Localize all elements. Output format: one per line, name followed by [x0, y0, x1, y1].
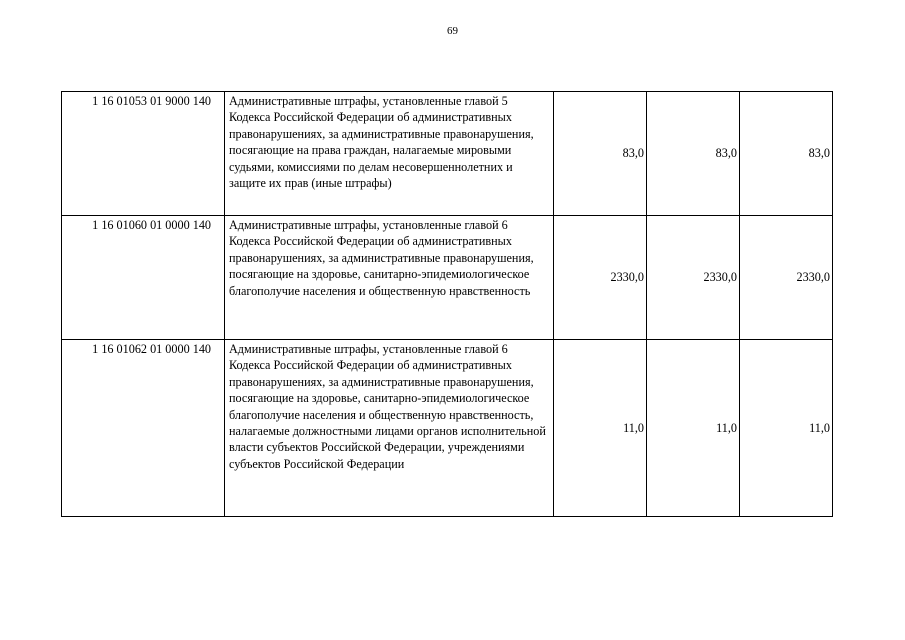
budget-classification-code: 1 16 01060 01 0000 140 [62, 216, 225, 340]
amount-year-3: 2330,0 [740, 216, 833, 340]
amount-year-2: 83,0 [647, 92, 740, 216]
budget-classification-code: 1 16 01062 01 0000 140 [62, 340, 225, 517]
table-row [62, 340, 833, 517]
amount-year-3: 11,0 [740, 340, 833, 517]
amount-year-1: 11,0 [554, 340, 647, 517]
amount-year-2: 11,0 [647, 340, 740, 517]
revenue-description: Административные штрафы, установленные главой 6 Кодекса Российской Федерации об административных правонарушениях, за административные правонарушения, посягающие на здоровье, санитарно-эпидемиологическое благополучие населения и общественную нравственность, налагаемые должностными лицами органов исполнительной власти субъектов Российской Федерации, учреждениями субъектов Российской Федерации [225, 340, 554, 517]
revenue-table [61, 91, 833, 517]
budget-classification-code: 1 16 01053 01 9000 140 [62, 92, 225, 216]
amount-year-3: 83,0 [740, 92, 833, 216]
revenue-description: Административные штрафы, установленные главой 5 Кодекса Российской Федерации об административных правонарушениях, за административные правонарушения, посягающие на права граждан, налагаемые мировыми судьями, комиссиями по делам несовершеннолетних и защите их прав (иные штрафы) [225, 92, 554, 216]
amount-year-1: 2330,0 [554, 216, 647, 340]
page-number: 69 [447, 25, 458, 37]
amount-year-1: 83,0 [554, 92, 647, 216]
amount-year-2: 2330,0 [647, 216, 740, 340]
table-row [62, 216, 833, 340]
revenue-description: Административные штрафы, установленные главой 6 Кодекса Российской Федерации об административных правонарушениях, за административные правонарушения, посягающие на здоровье, санитарно-эпидемиологическое благополучие населения и общественную нравственность [225, 216, 554, 340]
table-row [62, 92, 833, 216]
